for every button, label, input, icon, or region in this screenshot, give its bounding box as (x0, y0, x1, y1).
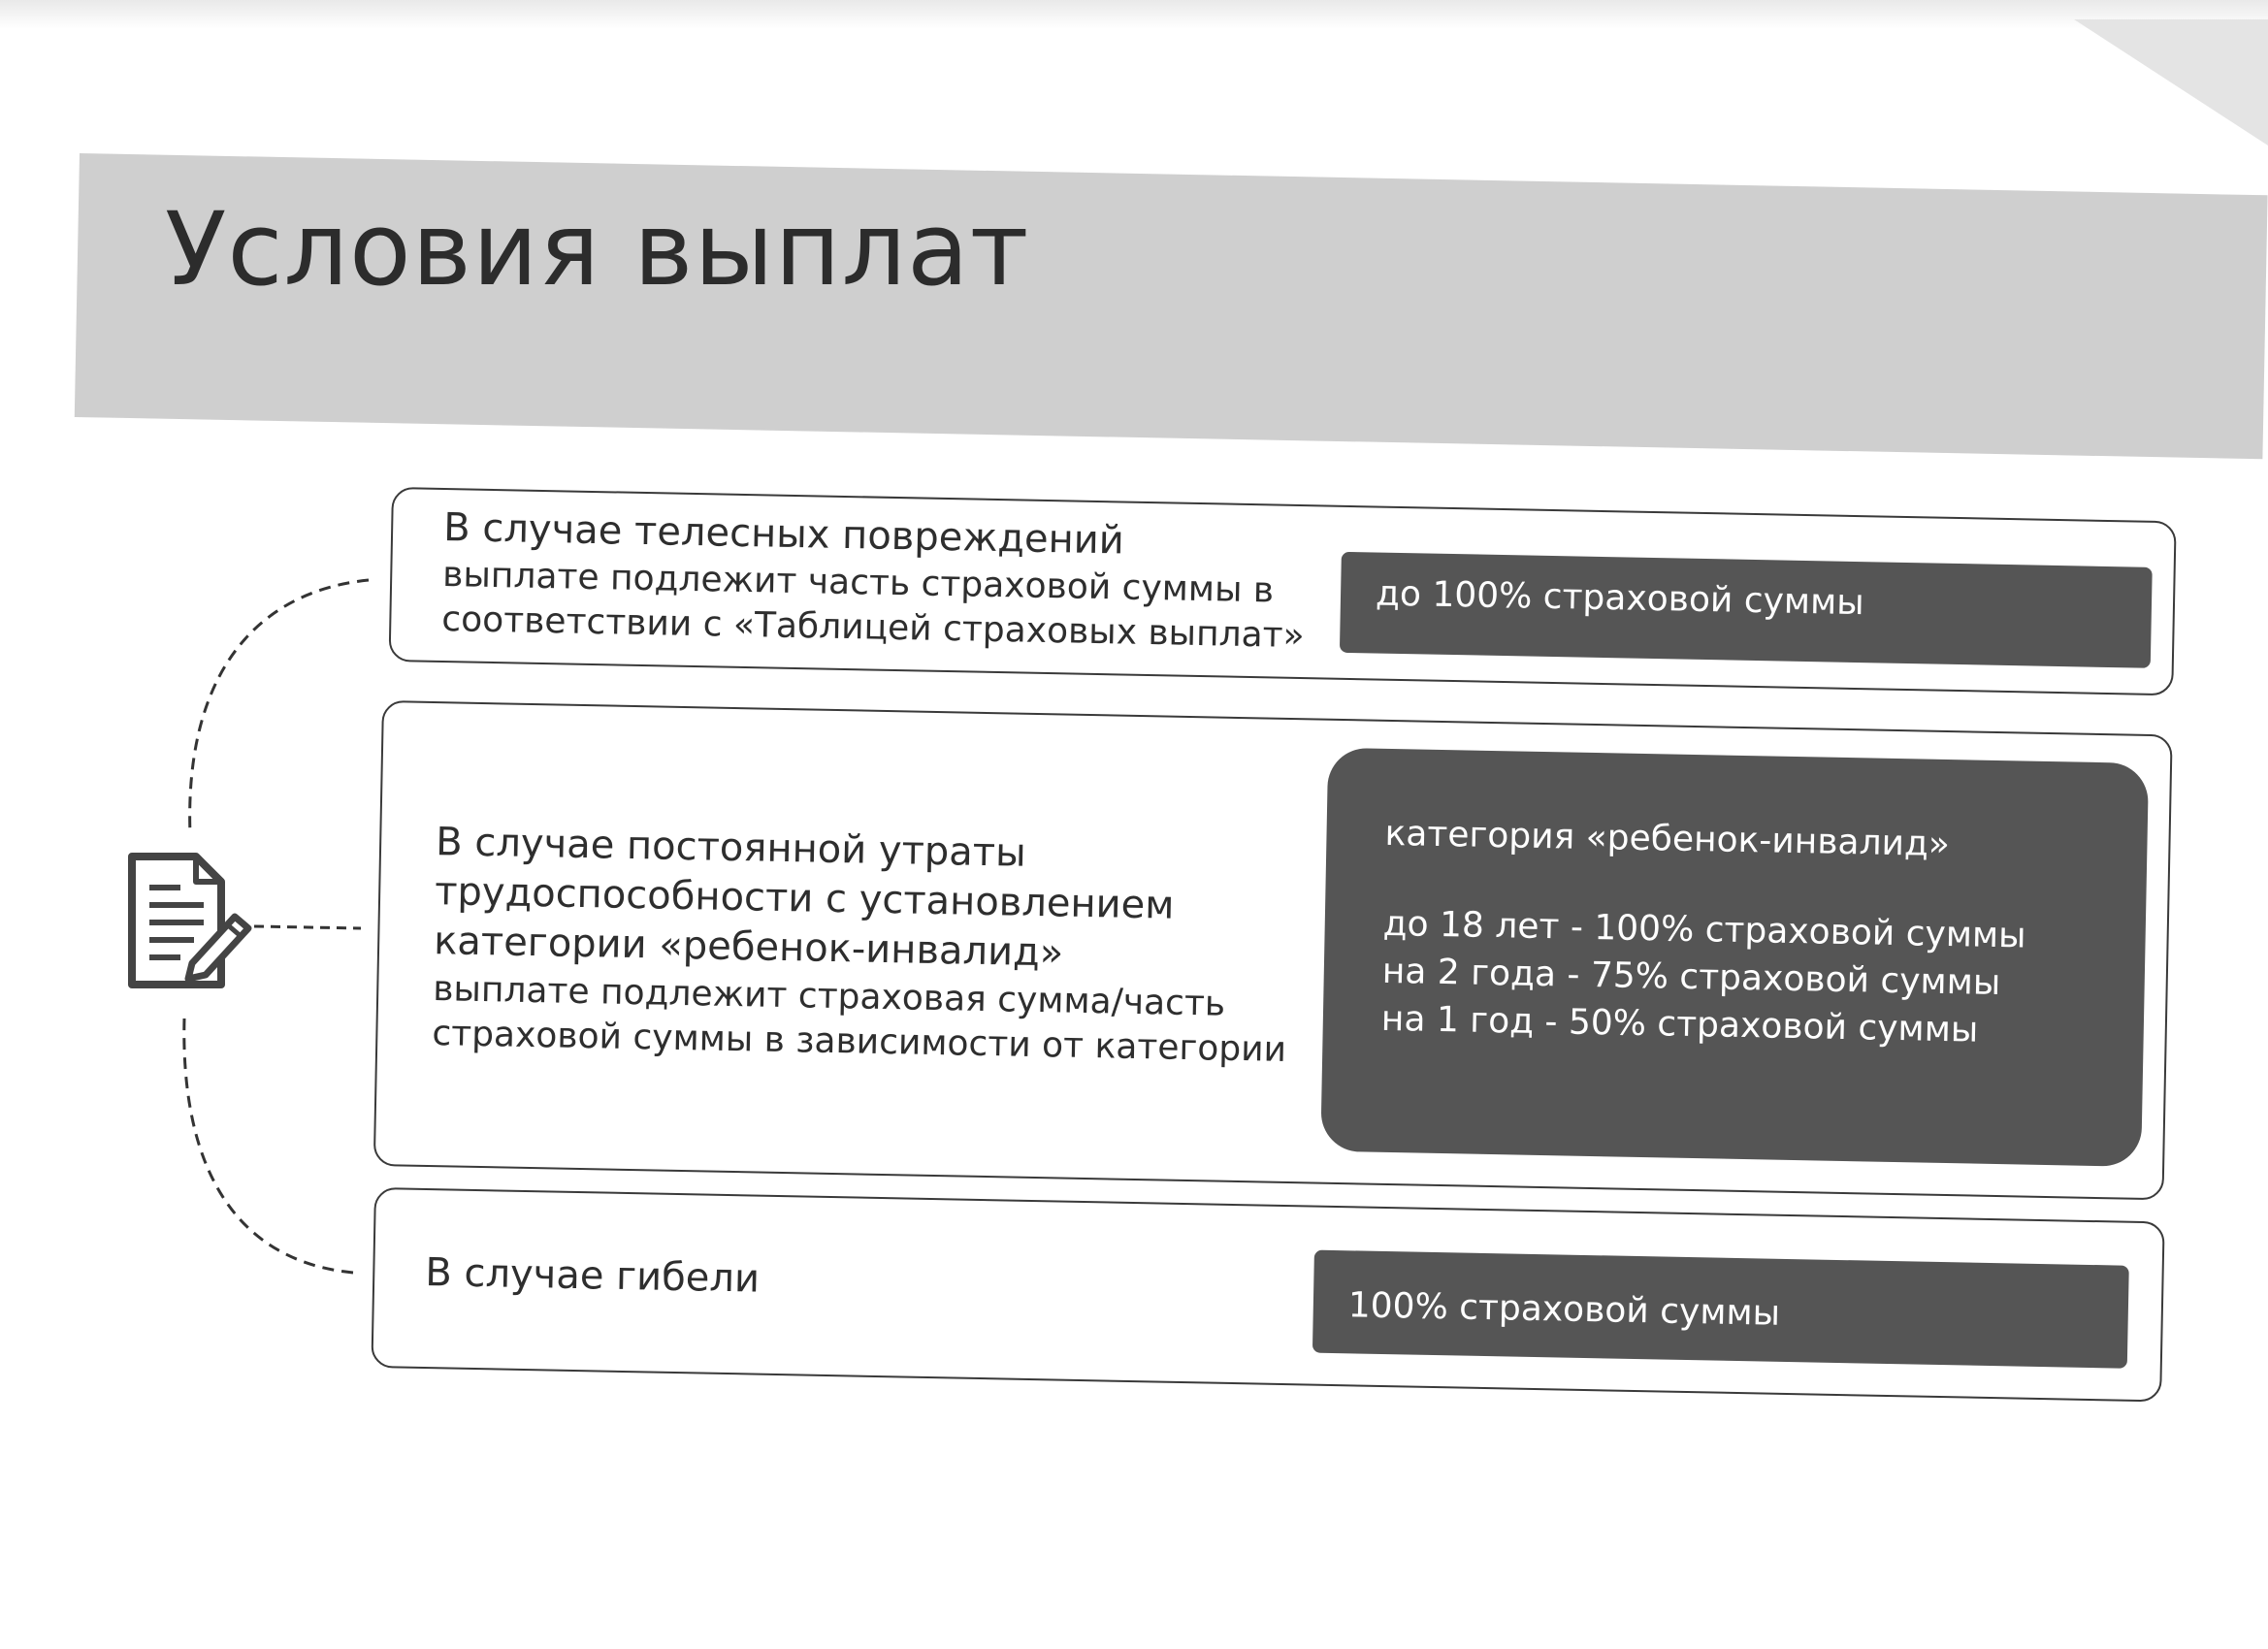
payout-category-heading: категория «ребенок-инвалид» (1384, 813, 1951, 865)
document-pencil-icon (120, 849, 256, 994)
row-lead: В случае гибели (424, 1250, 761, 1302)
row-lead-line: трудоспособности с установлением (434, 869, 1175, 928)
page-top-shade (0, 0, 2268, 29)
row-detail-line: выплате подлежит страховая сумма/часть (432, 968, 1226, 1024)
row-detail-line: соответствии с «Таблицей страховых выплат» (440, 599, 1306, 657)
row-lead: В случае телесных повреждений (442, 505, 1125, 564)
payout-value-box (1312, 1250, 2129, 1369)
row-detail-line: страховой суммы в зависимости от категории (432, 1013, 1287, 1070)
payout-value-box (1340, 552, 2153, 668)
payout-value: до 100% страховой суммы (1375, 573, 1865, 624)
row-lead-line: В случае постоянной утраты (435, 820, 1027, 876)
payout-value-line: до 18 лет - 100% страховой суммы (1382, 903, 2026, 956)
payout-row-death (371, 1187, 2164, 1402)
row-detail-line: выплате подлежит часть страховой суммы в (441, 555, 1275, 611)
payout-value: 100% страховой суммы (1347, 1285, 1781, 1334)
row-description (425, 1248, 761, 1305)
row-description (441, 503, 1307, 659)
row-lead-line: категории «ребенок-инвалид» (433, 919, 1064, 976)
payout-row-injury (389, 487, 2177, 695)
page-corner-fold (2074, 19, 2268, 146)
payout-row-disability (373, 700, 2173, 1200)
row-description (432, 818, 1290, 1073)
payout-value-line: на 2 года - 75% страховой суммы (1381, 951, 2001, 1003)
payout-value-box (1320, 748, 2149, 1167)
page-title: Условия выплат (165, 190, 1030, 308)
payout-value-line: на 1 год - 50% страховой суммы (1380, 998, 1979, 1051)
